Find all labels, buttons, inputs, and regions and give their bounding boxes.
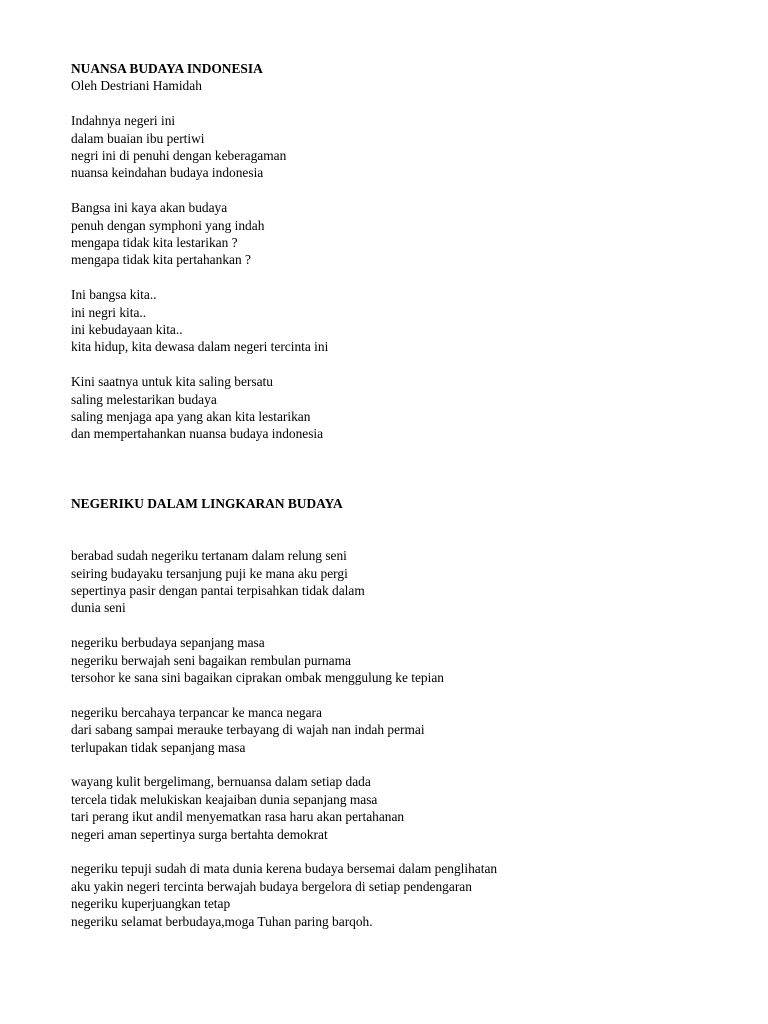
poem-line: nuansa keindahan budaya indonesia: [71, 165, 264, 181]
poem-line: mengapa tidak kita pertahankan ?: [71, 252, 251, 268]
poem-line: negeriku tepuji sudah di mata dunia kerena budaya bersemai dalam penglihatan: [71, 861, 498, 877]
poem-line: kita hidup, kita dewasa dalam negeri tercinta ini: [71, 339, 329, 355]
poem1-stanza-3: [71, 286, 751, 356]
poem-line: negeri aman sepertinya surga bertahta demokrat: [71, 826, 328, 842]
poem-line: terlupakan tidak sepanjang masa: [71, 739, 246, 755]
poem-line: negeriku berbudaya sepanjang masa: [71, 635, 265, 651]
poem-line: penuh dengan symphoni yang indah: [71, 217, 265, 233]
poem2-stanza-3: [71, 704, 751, 756]
poem2-stanza-2: [71, 634, 751, 686]
poem1-stanza-1: [71, 112, 751, 182]
poem-line: negri ini di penuhi dengan keberagaman: [71, 148, 287, 164]
poem-line: Kini saatnya untuk kita saling bersatu: [71, 374, 273, 390]
poem-line: tersohor ke sana sini bagaikan ciprakan ombak menggulung ke tepian: [71, 670, 444, 686]
poem-line: seiring budayaku tersanjung puji ke mana aku pergi: [71, 565, 348, 581]
poem1-stanza-4: [71, 373, 751, 443]
poem-line: ini kebudayaan kita..: [71, 322, 183, 338]
poem-line: ini negri kita..: [71, 304, 147, 320]
poem-line: Indahnya negeri ini: [71, 113, 176, 129]
poem-line: mengapa tidak kita lestarikan ?: [71, 235, 238, 251]
poem-line: negeriku bercahaya terpancar ke manca negara: [71, 704, 322, 720]
poem2-stanza-1: [71, 547, 751, 617]
poem2-stanza-4: [71, 773, 751, 843]
poem-line: sepertinya pasir dengan pantai terpisahkan tidak dalam: [71, 583, 365, 599]
poem-line: dari sabang sampai merauke terbayang di wajah nan indah permai: [71, 722, 425, 738]
poem-line: dalam buaian ibu pertiwi: [71, 130, 205, 146]
poem-line: saling menjaga apa yang akan kita lestarikan: [71, 409, 311, 425]
poem-line: negeriku kuperjuangkan tetap: [71, 896, 231, 912]
poem-line: negeriku selamat berbudaya,moga Tuhan paring barqoh.: [71, 913, 373, 929]
poem-line: tercela tidak melukiskan keajaiban dunia sepanjang masa: [71, 791, 378, 807]
poem-line: negeriku berwajah seni bagaikan rembulan purnama: [71, 652, 351, 668]
poem-line: tari perang ikut andil menyematkan rasa haru akan pertahanan: [71, 809, 405, 825]
poem2-stanza-5: [71, 860, 751, 930]
poem-line: wayang kulit bergelimang, bernuansa dalam setiap dada: [71, 774, 371, 790]
poem-line: berabad sudah negeriku tertanam dalam relung seni: [71, 548, 347, 564]
poem-line: dan mempertahankan nuansa budaya indonesia: [71, 426, 324, 442]
poem-line: saling melestarikan budaya: [71, 391, 217, 407]
poem-line: Bangsa ini kaya akan budaya: [71, 200, 228, 216]
document-page: [71, 60, 751, 930]
poem-line: aku yakin negeri tercinta berwajah budaya bergelora di setiap pendengaran: [71, 878, 472, 894]
poem-line: Ini bangsa kita..: [71, 287, 157, 303]
poem1-author: Oleh Destriani Hamidah: [71, 78, 202, 94]
poem-line: dunia seni: [71, 600, 126, 616]
poem1-title: NUANSA BUDAYA INDONESIA: [71, 61, 263, 76]
poem1-stanza-2: [71, 199, 751, 269]
poem2-title: NEGERIKU DALAM LINGKARAN BUDAYA: [71, 496, 343, 512]
